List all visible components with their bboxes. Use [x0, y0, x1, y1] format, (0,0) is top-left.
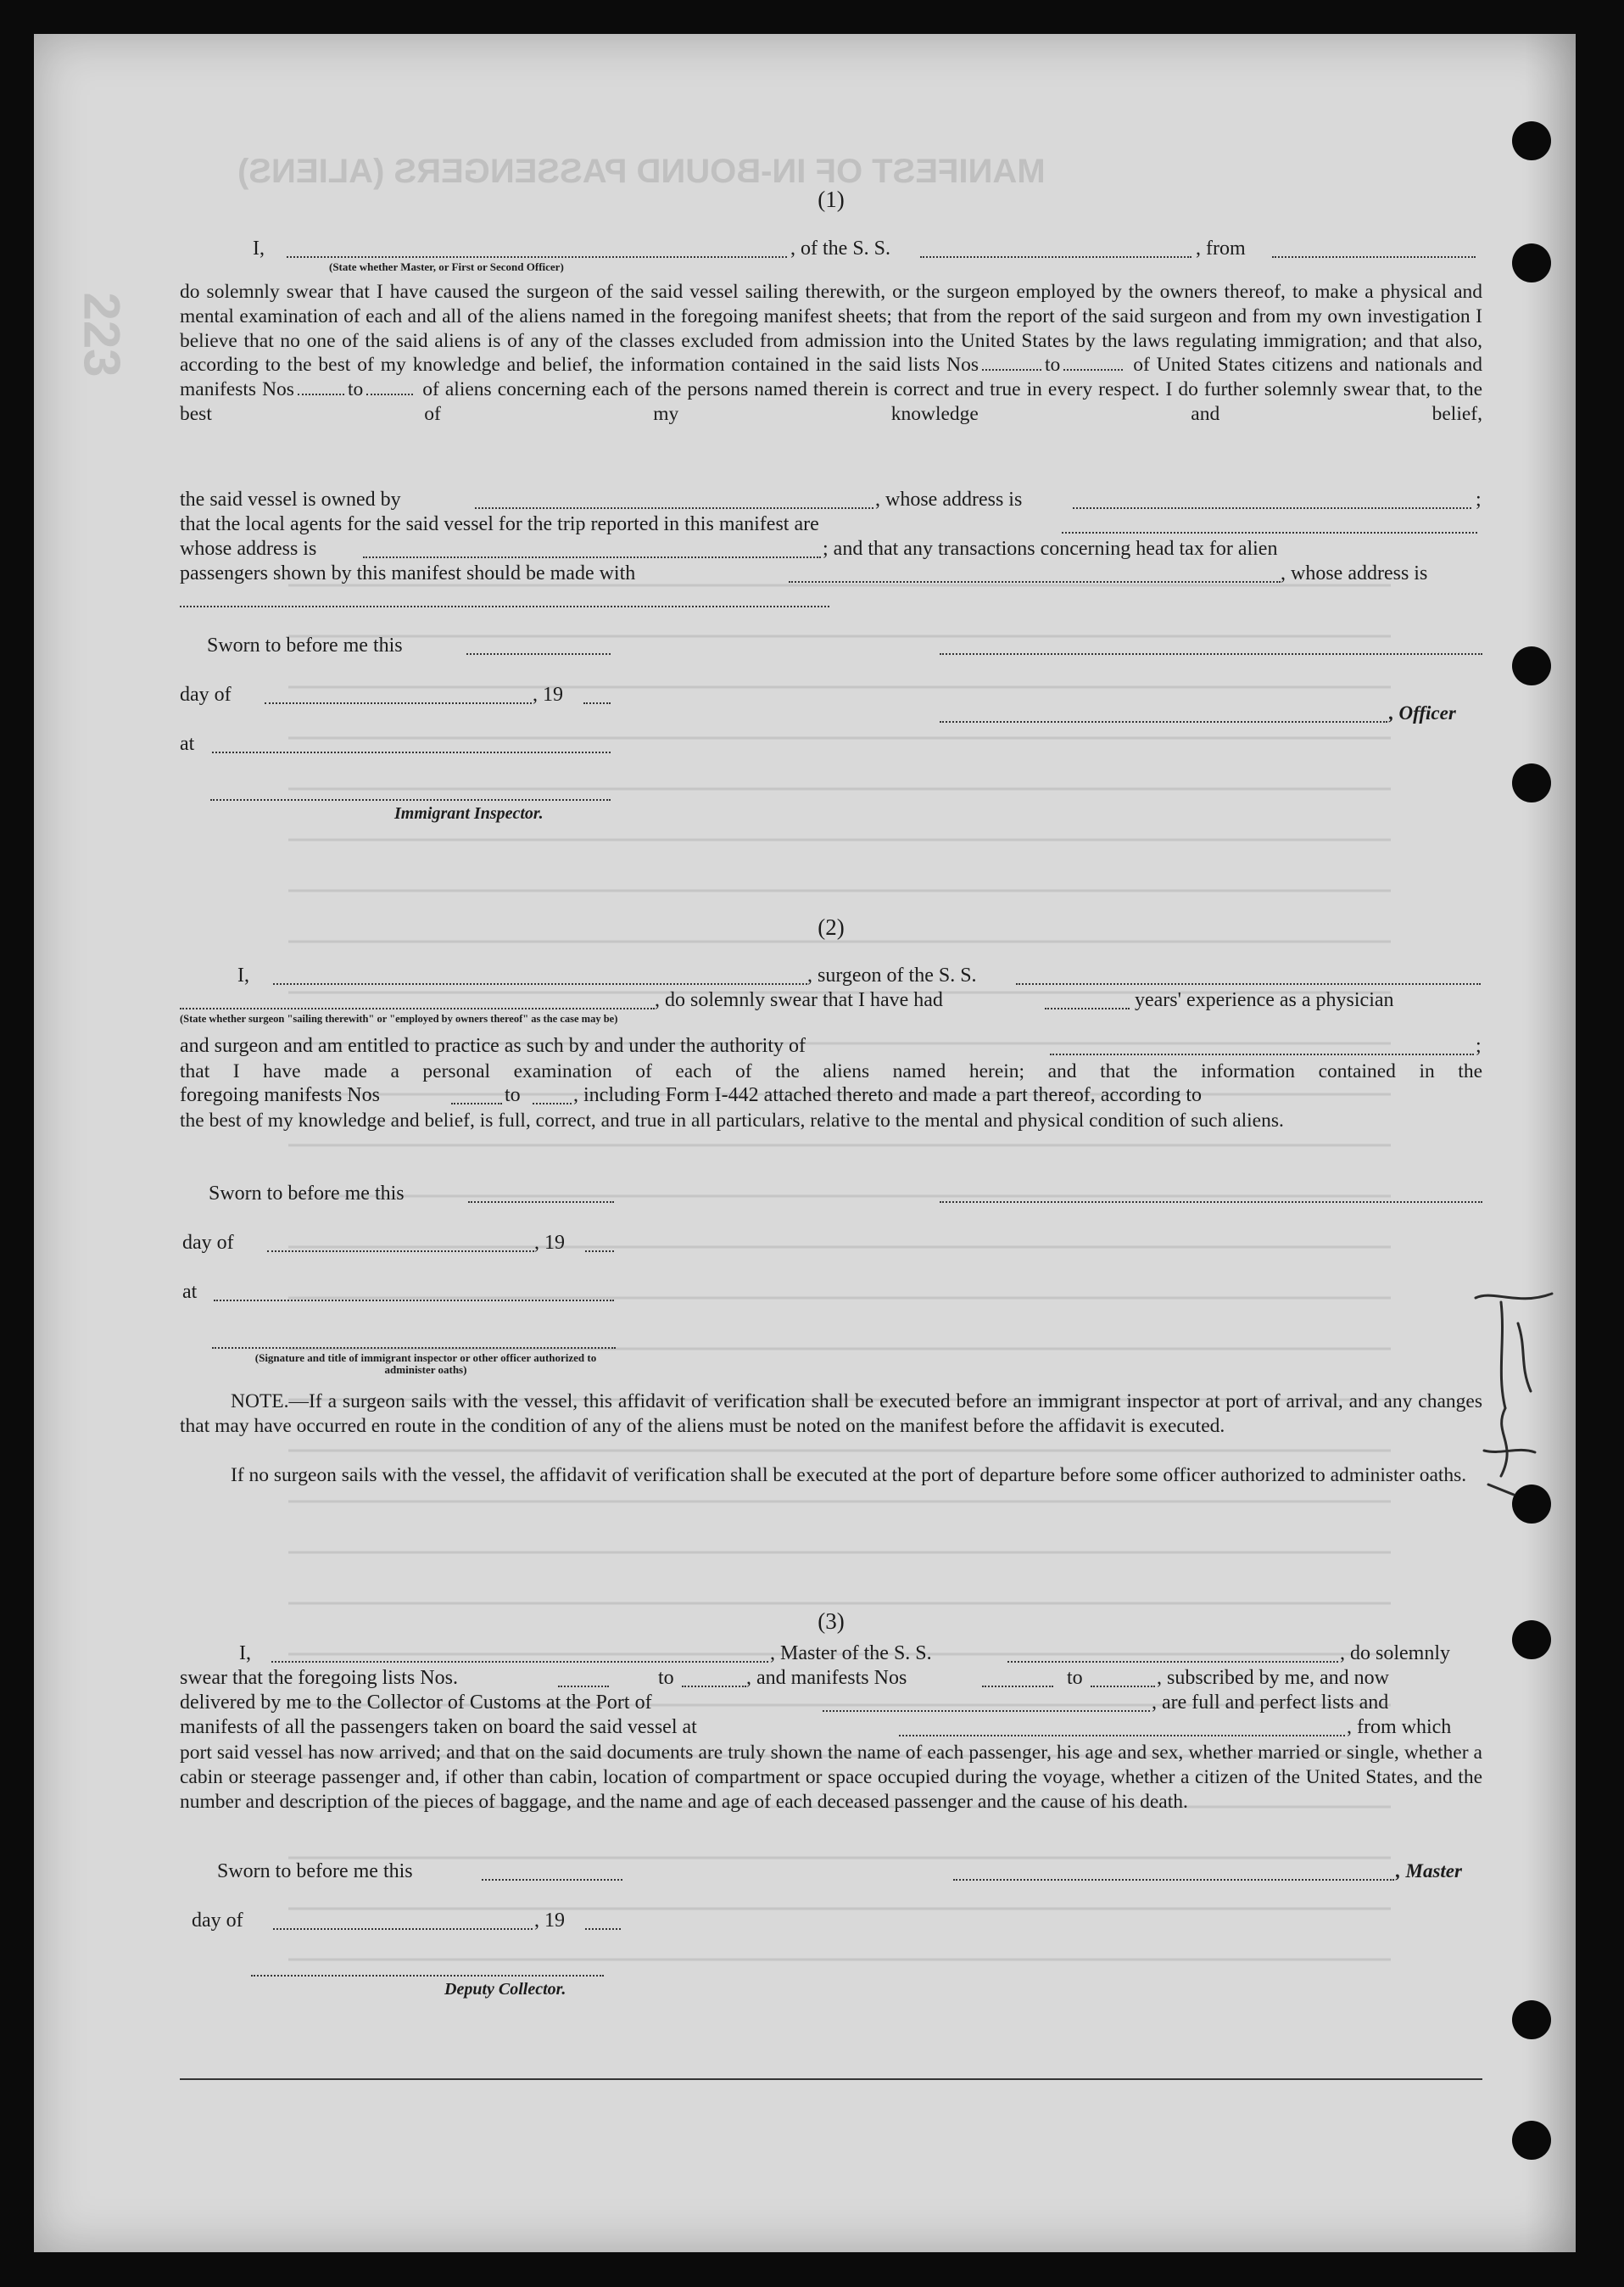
ink-mark: [1467, 1272, 1560, 1501]
s2-authority-label: and surgeon and am entitled to practice as such by and under the authority of: [180, 1035, 806, 1057]
s3-port-of-embarkation-line: [899, 1733, 1345, 1736]
s2-day-of-label: day of: [182, 1232, 234, 1254]
section-1-number: (1): [818, 187, 845, 212]
s1-day-of-label: day of: [180, 684, 232, 706]
s1-from-label: , from: [1196, 238, 1246, 260]
bleed-through-heading: MANIFEST OF IN-BOUND PASSENGERS (ALIENS): [237, 153, 1046, 190]
s2-body-b: [180, 1109, 1482, 1133]
s2-manifests-to-line: [533, 1101, 572, 1104]
s1-manifests-to-blank: [366, 378, 413, 395]
s1-year-label: , 19: [533, 684, 563, 706]
s3-manifests-from-line: [982, 1684, 1053, 1687]
bleed-through-rows: [254, 560, 1442, 2044]
punch-hole: [1512, 243, 1551, 282]
s3-body: [180, 1741, 1482, 1814]
section-3-number: (3): [818, 1608, 845, 1634]
s1-inspector-label: Immigrant Inspector.: [394, 804, 544, 823]
s2-note-1: NOTE.—If a surgeon sails with the vessel, this affidavit of verification shall be executed before an immigrant inspector at port of arrival, and any changes that may have occurred en route in the condition of any of the aliens must be noted on the manifest before the affidavit is executed.: [180, 1390, 1482, 1437]
s2-years-label: years' experience as a physician: [1135, 989, 1394, 1011]
s1-body: [180, 280, 1482, 427]
s1-head-tax-party-line: [789, 579, 1281, 583]
s2-year-label: , 19: [534, 1232, 565, 1254]
s1-year-line: [583, 701, 611, 704]
s2-manifests-from-line: [451, 1101, 502, 1104]
bottom-rule: [180, 2078, 1482, 2080]
s1-officer-note: (State whether Master, or First or Second Officer): [329, 260, 564, 273]
s2-surgeon-name-line: [273, 981, 807, 985]
s1-whose-address-2-label: whose address is: [180, 538, 317, 560]
s1-owned-by-label: the said vessel is owned by: [180, 489, 401, 511]
s1-local-agents-line: [1062, 530, 1477, 534]
s1-passengers-label: passengers shown by this manifest should be made with: [180, 562, 636, 584]
s3-sworn-day-line: [482, 1877, 622, 1881]
s2-body-a-text: that I have made a personal examination of each of the aliens named herein; and that the information contained in the: [180, 1060, 1482, 1082]
s2-capacity-line: [180, 1006, 655, 1009]
punch-hole: [1512, 2000, 1551, 2039]
s3-manifests-label: , and manifests Nos: [746, 1667, 907, 1689]
s3-year-label: , 19: [534, 1910, 565, 1932]
s2-surgeon-signature-line: [940, 1199, 1482, 1203]
s1-head-tax-address-line: [180, 604, 829, 607]
s1-whose-address-label: , whose address is: [875, 489, 1023, 511]
s1-of-ss-label: , of the S. S.: [790, 238, 891, 260]
s3-collector-signature-line: [251, 1973, 604, 1977]
section-2: [180, 914, 1482, 946]
s3-to1-label: to: [658, 1667, 674, 1689]
s2-signature-note: (Signature and title of immigrant inspector or other officer authorized to administer oaths): [254, 1351, 597, 1376]
s3-year-line: [585, 1926, 621, 1930]
s3-manifests-to-line: [1091, 1684, 1155, 1687]
s2-swear-label: , do solemnly swear that I have had: [655, 989, 943, 1011]
s2-foregoing-label: foregoing manifests Nos: [180, 1084, 380, 1106]
s1-semicolon: ;: [1476, 489, 1482, 511]
s2-surgeon-of-label: , surgeon of the S. S.: [807, 965, 977, 987]
s1-officer-label: , Officer: [1389, 702, 1456, 724]
page-edge-shadow: [1525, 34, 1576, 2252]
s2-month-line: [267, 1249, 534, 1252]
s3-master-signature-line: [953, 1877, 1394, 1881]
bleed-through-number: 223: [73, 292, 131, 377]
punch-hole: [1512, 763, 1551, 802]
s1-owner-address-line: [1073, 506, 1471, 509]
s3-day-of-label: day of: [192, 1910, 243, 1932]
s2-including-label: , including Form I-442 attached thereto and made a part thereof, according to: [573, 1084, 1203, 1106]
s3-full-lists-label: , are full and perfect lists and: [1152, 1691, 1389, 1714]
s2-body-a: [180, 1060, 1482, 1084]
s1-agents-address-line: [363, 555, 821, 558]
s1-from-line: [1272, 254, 1476, 258]
s3-lists-from-line: [558, 1684, 609, 1687]
manifest-back-page: [34, 34, 1576, 2252]
s1-lists-to-blank: [1063, 354, 1123, 371]
s3-deputy-label: Deputy Collector.: [444, 1980, 566, 1999]
s1-officer-signature-line-1: [940, 651, 1482, 655]
s1-officer-name-line: [287, 254, 787, 258]
s3-month-line: [273, 1926, 533, 1930]
s2-state-note: (State whether surgeon "sailing therewith" or "employed by owners thereof" as the case may be): [180, 1013, 618, 1025]
s3-i-label: I,: [239, 1642, 251, 1664]
section-1: [180, 187, 1482, 218]
s3-subscribed-label: , subscribed by me, and now: [1157, 1667, 1389, 1689]
s3-sworn-label: Sworn to before me this: [217, 1860, 413, 1882]
s3-body-text: port said vessel has now arrived; and that on the said documents are truly shown the name of each passenger, his age and sex, whether married or single, whether a cabin or steerage passenger and, if other than cabin, location of compartment or space occupied during the voyage, whether a citizen of the United States, and the number and description of the pieces of baggage, and the name and age of each deceased passenger and the cause of his death.: [180, 1742, 1482, 1813]
s1-i-label: I,: [253, 238, 265, 260]
s1-lists-from-blank: [982, 354, 1041, 371]
s2-authority-line: [1050, 1052, 1474, 1055]
s2-inspector-signature-line: [212, 1345, 616, 1349]
s2-to-label: to: [505, 1084, 521, 1106]
punch-hole: [1512, 121, 1551, 160]
s1-vessel-name-line: [920, 254, 1191, 258]
s1-at-line: [212, 750, 611, 753]
s2-note-2: If no surgeon sails with the vessel, the affidavit of verification shall be executed at the port of departure before some officer authorized to administer oaths.: [231, 1464, 1467, 1486]
s3-port-line: [823, 1708, 1150, 1712]
s1-manifests-from-blank: [298, 378, 344, 395]
punch-hole: [1512, 2121, 1551, 2160]
s1-sworn-day-line: [466, 651, 611, 655]
s3-master-name-line: [271, 1659, 768, 1663]
s2-i-label: I,: [237, 965, 249, 987]
s2-body-b-text: the best of my knowledge and belief, is full, correct, and true in all particulars, relative to the mental and physical condition of such aliens.: [180, 1110, 1284, 1132]
s3-delivered-label: delivered by me to the Collector of Customs at the Port of: [180, 1691, 652, 1714]
s1-whose-address-3-label: , whose address is: [1281, 562, 1428, 584]
s2-sworn-label: Sworn to before me this: [209, 1183, 405, 1205]
s2-at-line: [214, 1298, 614, 1301]
s1-head-tax-label: ; and that any transactions concerning head tax for alien: [823, 538, 1278, 560]
s3-master-label: , Master: [1396, 1860, 1462, 1882]
s3-from-which-label: , from which: [1347, 1716, 1452, 1738]
s1-inspector-signature-line: [210, 797, 611, 801]
s3-solemnly-label: , do solemnly: [1340, 1642, 1450, 1664]
s3-manifests-of-label: manifests of all the passengers taken on board the said vessel at: [180, 1716, 697, 1738]
punch-hole: [1512, 646, 1551, 685]
section-2-number: (2): [818, 914, 845, 940]
s3-to2-label: to: [1067, 1667, 1083, 1689]
s3-lists-to-line: [682, 1684, 746, 1687]
s2-years-line: [1045, 1006, 1130, 1009]
s2-sworn-day-line: [468, 1199, 614, 1203]
s2-at-label: at: [182, 1281, 198, 1303]
s3-master-of-label: , Master of the S. S.: [770, 1642, 932, 1664]
s2-year-line: [585, 1249, 614, 1252]
s1-sworn-label: Sworn to before me this: [207, 635, 403, 657]
s1-local-agents-label: that the local agents for the said vessel for the trip reported in this manifest are: [180, 513, 819, 535]
s2-vessel-line: [1016, 981, 1481, 985]
punch-hole: [1512, 1620, 1551, 1659]
s1-owner-line: [475, 506, 873, 509]
s1-officer-signature-line-2: [940, 719, 1387, 723]
s1-body-text: do solemnly swear that I have caused the surgeon of the said vessel sailing therewith, or the surgeon employed by the owners thereof, to make a physical and mental examination of each and all of the aliens named in the foregoing manifest sheets; that from the report of the said surgeon and from my own investigation I believe that no one of the said aliens is of any of the classes excluded from admission into the United States by the laws regulating immigration; and that also, according to the best of my knowledge and belief, the information contained in the said lists Nos to of United States citizens and nationals and manifests Nos to of aliens concerning each of the persons named therein is correct and true in every respect. I do further solemnly swear that, to the best of my knowledge and belief,: [180, 281, 1483, 425]
section-3: [180, 1608, 1482, 1640]
s1-month-line: [265, 701, 532, 704]
s1-at-label: at: [180, 733, 195, 755]
s2-semicolon: ;: [1476, 1035, 1482, 1057]
s3-swear-lists-label: swear that the foregoing lists Nos.: [180, 1667, 458, 1689]
s3-vessel-line: [1007, 1659, 1338, 1663]
